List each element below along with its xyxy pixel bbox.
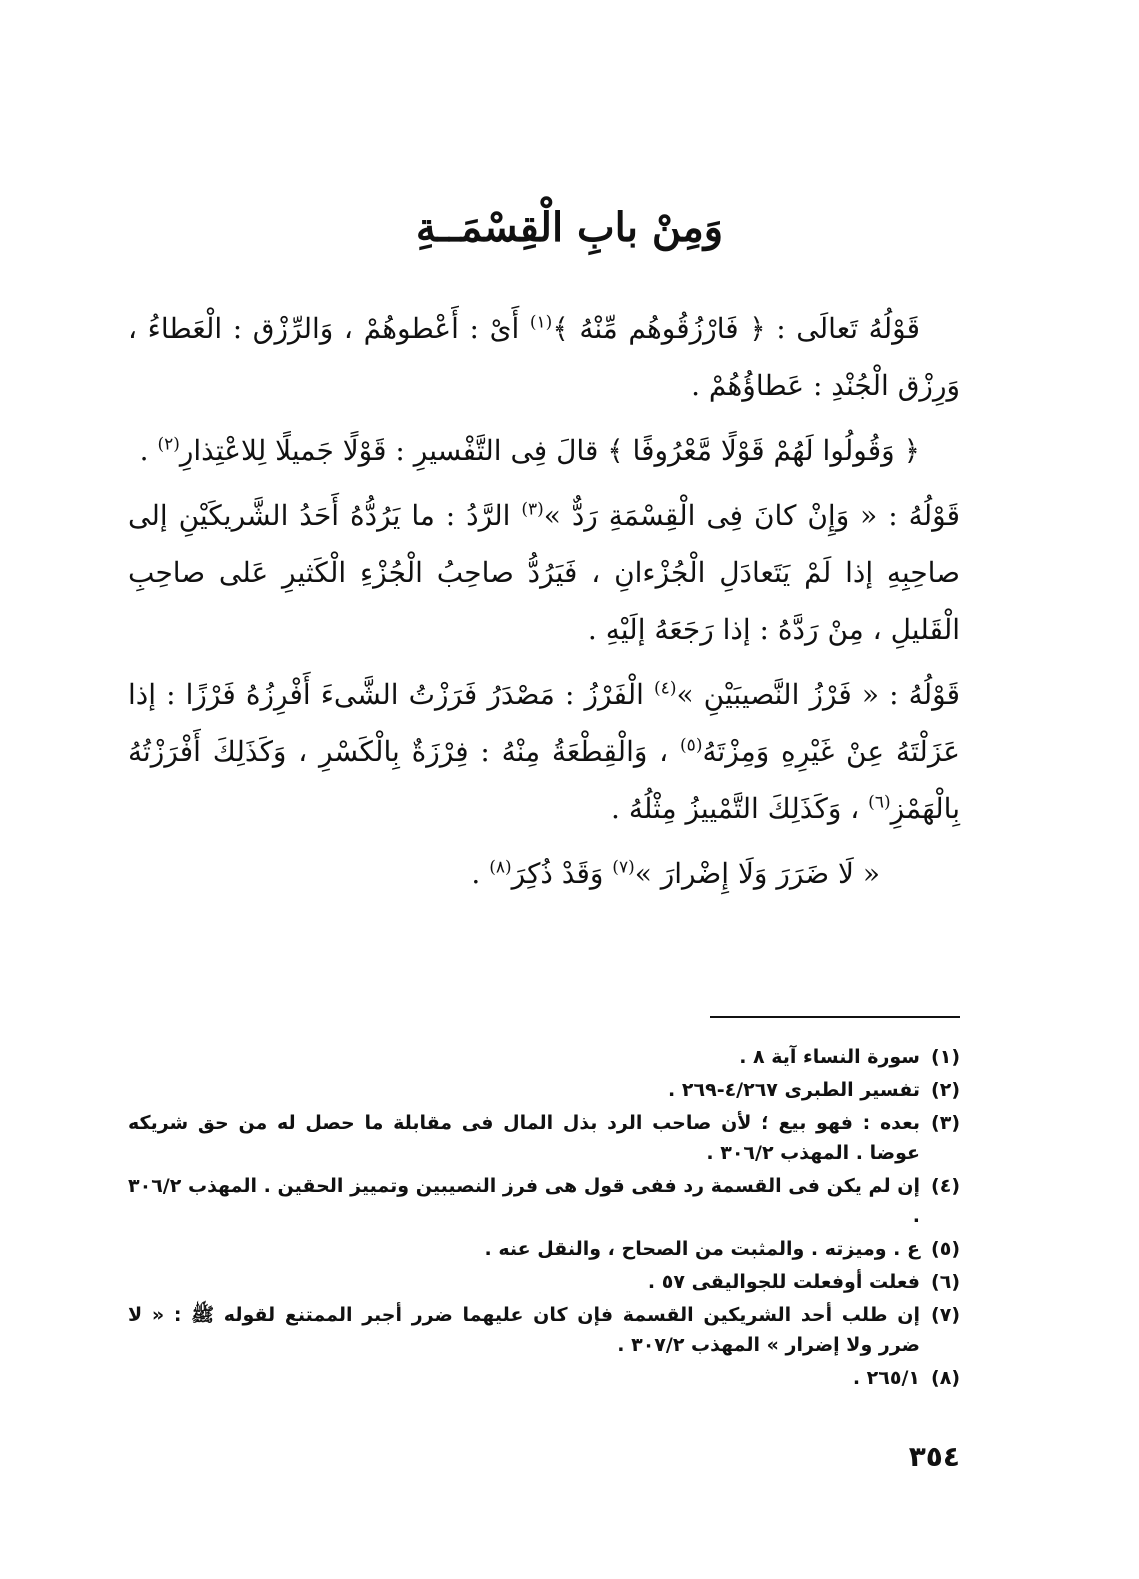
footnotes (128, 1042, 960, 1396)
footnote-text: فعلت أوفعلت للجواليقى ٥٧ . (647, 1271, 920, 1293)
footnote-number: (٤) (931, 1175, 960, 1197)
paragraph-3-text-a: قَوْلُهُ : « وَإِنْ كانَ فِى الْقِسْمَةِ رَدٌّ » (543, 499, 960, 532)
paragraph-5-text-b: وَقَدْ ذُكِرَ (511, 857, 613, 890)
footnote-ref-3[interactable]: (٣) (521, 499, 544, 520)
paragraph-4-text-c: ، وَالْقِطْعَةُ مِنْهُ : فِرْزَةٌ بِالْكَسْرِ ، وَكَذَلِكَ أَفْرَزْتُهُ بِالْهَمْزِ (128, 735, 960, 825)
footnote-text: سورة النساء آية ٨ . (739, 1046, 920, 1068)
footnote-number: (٣) (931, 1112, 960, 1134)
footnote-ref-1[interactable]: (١) (529, 312, 553, 333)
footnote-8 (128, 1363, 960, 1393)
footnote-6 (128, 1267, 960, 1297)
footnote-text: ٢٦٥/١ . (852, 1367, 920, 1389)
footnote-ref-4[interactable]: (٤) (654, 678, 677, 699)
footnote-3 (128, 1108, 960, 1168)
footnote-1 (128, 1042, 960, 1072)
footnote-separator (710, 1016, 960, 1018)
paragraph-4-text-b: الْفَرْزُ : مَصْدَرُ فَرَزْتُ الشَّىءَ أَفْرِزُهُ فَرْزًا : إذا عَزَلْتَهُ عِنْ غَيْرِهِ وَمِزْتَهُ (128, 678, 960, 768)
paragraph-1 (128, 300, 960, 414)
footnote-number: (٢) (931, 1079, 960, 1101)
paragraph-4 (128, 666, 960, 837)
footnote-text: بعده : فهو بيع ؛ لأن صاحب الرد بذل المال فى مقابلة ما حصل له من حق شريكه عوضا . المهذب ٣٠٦/٢ . (128, 1112, 920, 1164)
footnote-text: إن طلب أحد الشريكين القسمة فإن كان عليهما ضرر أجبر الممتنع لقوله ﷺ : « لا ضرر ولا إضرار » المهذب ٣٠٧/٢ . (128, 1304, 920, 1356)
paragraph-2-text-b: . (139, 434, 158, 467)
footnote-ref-8[interactable]: (٨) (489, 857, 512, 878)
footnote-ref-6[interactable]: (٦) (868, 792, 891, 813)
paragraph-3 (128, 487, 960, 658)
footnote-ref-7[interactable]: (٧) (612, 857, 635, 878)
main-text (128, 300, 960, 910)
footnote-4 (128, 1171, 960, 1231)
chapter-title: وَمِنْ بابِ الْقِسْمَــةِ (415, 204, 724, 251)
footnote-2 (128, 1075, 960, 1105)
paragraph-2-text-a: ﴿ وَقُولُوا لَهُمْ قَوْلًا مَّعْرُوفًا ﴾ قالَ فِى التَّفْسيرِ : قَوْلًا جَميلًا لِلاعْتِذارِ (179, 434, 920, 467)
paragraph-4-text-d: ، وَكَذَلِكَ التَّمْييزُ مِثْلُهُ . (611, 792, 869, 825)
footnote-text: تفسير الطبرى ٤/٢٦٧-٢٦٩ . (668, 1079, 920, 1101)
paragraph-1-text-b: أَىْ : أَعْطوهُمْ ، وَالرِّزْق : الْعَطاءُ ، وَرِزْق الْجُنْدِ : عَطاؤُهُمْ . (128, 312, 960, 402)
footnote-number: (٨) (931, 1367, 960, 1389)
paragraph-5-text-c: . (471, 857, 490, 890)
footnote-number: (٦) (931, 1271, 960, 1293)
footnote-ref-5[interactable]: (٥) (680, 735, 703, 756)
paragraph-4-text-a: قَوْلُهُ : « فَرْزُ النَّصيبَيْنِ » (676, 678, 961, 711)
paragraph-1-text-a: قَوْلُهُ تَعالَى : ﴿ فَارْزُقُوهُم مِّنْهُ ﴾ (552, 312, 921, 345)
footnote-number: (٥) (931, 1238, 960, 1260)
footnote-5 (128, 1234, 960, 1264)
paragraph-5 (128, 845, 960, 902)
footnote-number: (١) (931, 1046, 960, 1068)
paragraph-3-text-b: الرَّدُ : ما يَرُدُّهُ أَحَدُ الشَّريكَيْنِ إلى صاحِبِهِ إذا لَمْ يَتَعادَلِ الْجُزْءانِ ، فَيَرُدُّ صاحِبُ الْجُزْءِ الْكَثيرِ عَلى صاحِبِ الْقَليلِ ، مِنْ رَدَّهُ : إذا رَجَعَهُ إلَيْهِ . (128, 499, 960, 646)
footnote-ref-2[interactable]: (٢) (157, 434, 180, 455)
page-number: ٣٥٤ (908, 1440, 960, 1473)
footnote-number: (٧) (931, 1304, 960, 1326)
paragraph-5-text-a: « لَا ضَرَرَ وَلَا إِضْرارَ » (634, 857, 880, 890)
footnote-text: إن لم يكن فى القسمة رد ففى قول هى فرز النصيبين وتمييز الحقين . المهذب ٣٠٦/٢ . (128, 1175, 920, 1227)
paragraph-2 (128, 422, 960, 479)
footnote-text: ع . وميزته . والمثبت من الصحاح ، والنقل عنه . (484, 1238, 920, 1260)
footnote-7 (128, 1300, 960, 1360)
